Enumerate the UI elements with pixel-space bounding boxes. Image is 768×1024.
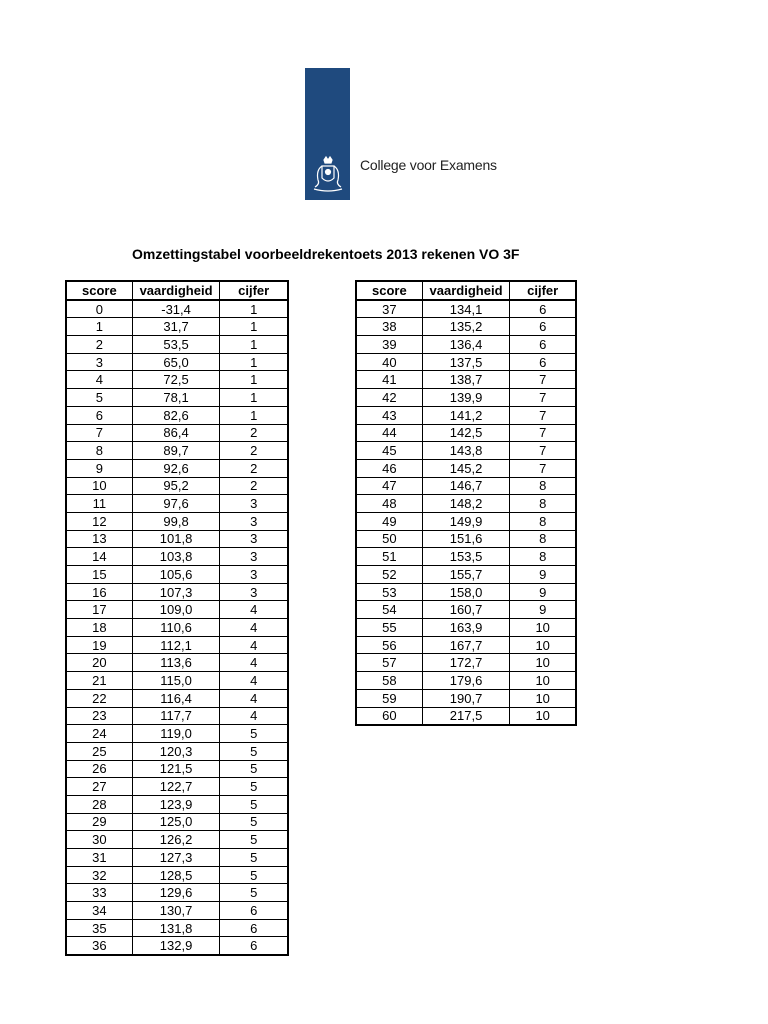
cell-score: 1 [66, 318, 132, 336]
cell-vaardigheid: 123,9 [132, 795, 220, 813]
cell-vaardigheid: 92,6 [132, 459, 220, 477]
page-title: Omzettingstabel voorbeeldrekentoets 2013 rekenen VO 3F [132, 246, 520, 262]
cell-score: 34 [66, 902, 132, 920]
cell-score: 16 [66, 583, 132, 601]
table-header-row [356, 281, 576, 300]
column-header-vaardigheid: vaardigheid [422, 281, 510, 300]
cell-vaardigheid: 163,9 [422, 619, 510, 637]
cell-score: 44 [356, 424, 422, 442]
conversion-table-right [355, 280, 577, 726]
table-row [356, 707, 576, 725]
table-row [66, 406, 288, 424]
cell-vaardigheid: 116,4 [132, 689, 220, 707]
table-row [66, 459, 288, 477]
table-row [66, 619, 288, 637]
cell-vaardigheid: 82,6 [132, 406, 220, 424]
table-row [66, 512, 288, 530]
cell-cijfer: 3 [220, 530, 288, 548]
cell-vaardigheid: 112,1 [132, 636, 220, 654]
cell-score: 22 [66, 689, 132, 707]
cell-score: 41 [356, 371, 422, 389]
logo-bar [305, 68, 350, 200]
cell-cijfer: 5 [220, 778, 288, 796]
cell-vaardigheid: 131,8 [132, 919, 220, 937]
table-row [66, 336, 288, 354]
table-row [66, 689, 288, 707]
cell-cijfer: 1 [220, 371, 288, 389]
cell-score: 30 [66, 831, 132, 849]
table-row [356, 512, 576, 530]
cell-cijfer: 5 [220, 884, 288, 902]
cell-cijfer: 3 [220, 548, 288, 566]
cell-score: 21 [66, 672, 132, 690]
cell-score: 33 [66, 884, 132, 902]
cell-score: 45 [356, 442, 422, 460]
table-row [356, 689, 576, 707]
cell-vaardigheid: 53,5 [132, 336, 220, 354]
cell-cijfer: 5 [220, 725, 288, 743]
cell-cijfer: 3 [220, 566, 288, 584]
cell-vaardigheid: 136,4 [422, 336, 510, 354]
cell-cijfer: 5 [220, 813, 288, 831]
cell-vaardigheid: 155,7 [422, 566, 510, 584]
cell-vaardigheid: 149,9 [422, 512, 510, 530]
cell-vaardigheid: 132,9 [132, 937, 220, 955]
table-row [356, 336, 576, 354]
cell-cijfer: 1 [220, 406, 288, 424]
cell-vaardigheid: 95,2 [132, 477, 220, 495]
table-row [66, 725, 288, 743]
cell-score: 60 [356, 707, 422, 725]
cell-vaardigheid: 130,7 [132, 902, 220, 920]
cell-score: 40 [356, 353, 422, 371]
table-row [66, 371, 288, 389]
cell-cijfer: 4 [220, 601, 288, 619]
cell-vaardigheid: 122,7 [132, 778, 220, 796]
cell-cijfer: 3 [220, 512, 288, 530]
cell-vaardigheid: 120,3 [132, 742, 220, 760]
table-row [356, 424, 576, 442]
cell-cijfer: 4 [220, 636, 288, 654]
cell-cijfer: 1 [220, 318, 288, 336]
cell-vaardigheid: 139,9 [422, 389, 510, 407]
cell-vaardigheid: 158,0 [422, 583, 510, 601]
table-row [356, 566, 576, 584]
cell-vaardigheid: 153,5 [422, 548, 510, 566]
table-row [66, 548, 288, 566]
cell-vaardigheid: 101,8 [132, 530, 220, 548]
cell-vaardigheid: 115,0 [132, 672, 220, 690]
cell-cijfer: 10 [510, 636, 576, 654]
cell-score: 23 [66, 707, 132, 725]
cell-cijfer: 10 [510, 619, 576, 637]
cell-vaardigheid: 145,2 [422, 459, 510, 477]
cell-vaardigheid: 160,7 [422, 601, 510, 619]
table-row [66, 530, 288, 548]
cell-vaardigheid: 190,7 [422, 689, 510, 707]
table-row [356, 459, 576, 477]
cell-cijfer: 4 [220, 689, 288, 707]
column-header-score: score [356, 281, 422, 300]
table-row [356, 619, 576, 637]
cell-score: 11 [66, 495, 132, 513]
cell-cijfer: 4 [220, 619, 288, 637]
column-header-cijfer: cijfer [220, 281, 288, 300]
cell-cijfer: 5 [220, 849, 288, 867]
cell-cijfer: 4 [220, 654, 288, 672]
table-row [66, 672, 288, 690]
cell-score: 5 [66, 389, 132, 407]
cell-score: 17 [66, 601, 132, 619]
cell-vaardigheid: 128,5 [132, 866, 220, 884]
table-row [66, 601, 288, 619]
cell-cijfer: 1 [220, 389, 288, 407]
cell-cijfer: 10 [510, 654, 576, 672]
cell-score: 58 [356, 672, 422, 690]
cell-vaardigheid: 135,2 [422, 318, 510, 336]
cell-cijfer: 9 [510, 566, 576, 584]
cell-cijfer: 6 [510, 318, 576, 336]
table-row [356, 442, 576, 460]
cell-score: 32 [66, 866, 132, 884]
cell-vaardigheid: 72,5 [132, 371, 220, 389]
cell-score: 3 [66, 353, 132, 371]
cell-score: 35 [66, 919, 132, 937]
table-row [356, 548, 576, 566]
cell-vaardigheid: 89,7 [132, 442, 220, 460]
cell-score: 42 [356, 389, 422, 407]
table-row [356, 636, 576, 654]
cell-score: 31 [66, 849, 132, 867]
cell-score: 2 [66, 336, 132, 354]
table-row [66, 353, 288, 371]
table-row [356, 495, 576, 513]
cell-cijfer: 5 [220, 866, 288, 884]
table-row [66, 636, 288, 654]
table-row [356, 371, 576, 389]
cell-vaardigheid: 129,6 [132, 884, 220, 902]
cell-score: 8 [66, 442, 132, 460]
table-row [66, 707, 288, 725]
table-row [66, 442, 288, 460]
cell-vaardigheid: 119,0 [132, 725, 220, 743]
cell-cijfer: 5 [220, 742, 288, 760]
cell-vaardigheid: 125,0 [132, 813, 220, 831]
cell-cijfer: 1 [220, 353, 288, 371]
table-row [66, 424, 288, 442]
table-header-row [66, 281, 288, 300]
cell-cijfer: 9 [510, 583, 576, 601]
cell-cijfer: 7 [510, 459, 576, 477]
cell-cijfer: 6 [220, 937, 288, 955]
cell-cijfer: 8 [510, 548, 576, 566]
column-header-vaardigheid: vaardigheid [132, 281, 220, 300]
conversion-table-left [65, 280, 289, 956]
cell-vaardigheid: 105,6 [132, 566, 220, 584]
cell-score: 51 [356, 548, 422, 566]
cell-score: 39 [356, 336, 422, 354]
cell-vaardigheid: 126,2 [132, 831, 220, 849]
cell-score: 53 [356, 583, 422, 601]
cell-cijfer: 5 [220, 795, 288, 813]
table-row [66, 654, 288, 672]
cell-score: 48 [356, 495, 422, 513]
cell-score: 37 [356, 300, 422, 318]
cell-score: 26 [66, 760, 132, 778]
cell-cijfer: 5 [220, 831, 288, 849]
cell-vaardigheid: 86,4 [132, 424, 220, 442]
organization-name: College voor Examens [360, 157, 497, 173]
cell-cijfer: 8 [510, 477, 576, 495]
cell-cijfer: 9 [510, 601, 576, 619]
cell-cijfer: 7 [510, 424, 576, 442]
cell-vaardigheid: 107,3 [132, 583, 220, 601]
cell-cijfer: 6 [220, 919, 288, 937]
cell-cijfer: 5 [220, 760, 288, 778]
cell-score: 4 [66, 371, 132, 389]
cell-cijfer: 8 [510, 495, 576, 513]
cell-score: 18 [66, 619, 132, 637]
cell-vaardigheid: 217,5 [422, 707, 510, 725]
cell-score: 12 [66, 512, 132, 530]
table-row [66, 760, 288, 778]
cell-cijfer: 2 [220, 424, 288, 442]
cell-score: 9 [66, 459, 132, 477]
cell-cijfer: 7 [510, 442, 576, 460]
cell-vaardigheid: 31,7 [132, 318, 220, 336]
table-row [66, 778, 288, 796]
cell-cijfer: 4 [220, 672, 288, 690]
cell-cijfer: 10 [510, 689, 576, 707]
table-row [356, 318, 576, 336]
cell-cijfer: 2 [220, 442, 288, 460]
cell-vaardigheid: 97,6 [132, 495, 220, 513]
cell-vaardigheid: 117,7 [132, 707, 220, 725]
cell-score: 15 [66, 566, 132, 584]
cell-vaardigheid: 65,0 [132, 353, 220, 371]
royal-crest-icon [309, 154, 347, 194]
cell-cijfer: 4 [220, 707, 288, 725]
cell-vaardigheid: 113,6 [132, 654, 220, 672]
table-row [356, 530, 576, 548]
table-row [66, 495, 288, 513]
table-row [66, 849, 288, 867]
table-row [66, 566, 288, 584]
cell-score: 19 [66, 636, 132, 654]
cell-score: 27 [66, 778, 132, 796]
cell-score: 0 [66, 300, 132, 318]
cell-cijfer: 1 [220, 300, 288, 318]
cell-cijfer: 8 [510, 530, 576, 548]
cell-vaardigheid: 78,1 [132, 389, 220, 407]
table-row [66, 813, 288, 831]
cell-vaardigheid: 99,8 [132, 512, 220, 530]
cell-score: 7 [66, 424, 132, 442]
cell-vaardigheid: 137,5 [422, 353, 510, 371]
table-row [66, 477, 288, 495]
table-row [66, 831, 288, 849]
cell-cijfer: 10 [510, 707, 576, 725]
column-header-cijfer: cijfer [510, 281, 576, 300]
cell-score: 50 [356, 530, 422, 548]
table-row [66, 866, 288, 884]
table-row [66, 583, 288, 601]
cell-vaardigheid: 148,2 [422, 495, 510, 513]
table-row [356, 672, 576, 690]
table-row [66, 919, 288, 937]
table-row [356, 300, 576, 318]
table-row [66, 795, 288, 813]
table-row [356, 353, 576, 371]
cell-cijfer: 6 [510, 336, 576, 354]
cell-score: 38 [356, 318, 422, 336]
cell-vaardigheid: 127,3 [132, 849, 220, 867]
cell-cijfer: 7 [510, 389, 576, 407]
cell-score: 54 [356, 601, 422, 619]
cell-cijfer: 2 [220, 459, 288, 477]
table-row [356, 477, 576, 495]
cell-score: 24 [66, 725, 132, 743]
cell-score: 55 [356, 619, 422, 637]
table-row [356, 583, 576, 601]
cell-score: 57 [356, 654, 422, 672]
column-header-score: score [66, 281, 132, 300]
cell-cijfer: 6 [510, 353, 576, 371]
table-row [66, 937, 288, 955]
cell-vaardigheid: 167,7 [422, 636, 510, 654]
table-row [356, 654, 576, 672]
cell-cijfer: 1 [220, 336, 288, 354]
cell-vaardigheid: -31,4 [132, 300, 220, 318]
cell-score: 6 [66, 406, 132, 424]
cell-vaardigheid: 103,8 [132, 548, 220, 566]
cell-score: 56 [356, 636, 422, 654]
cell-score: 43 [356, 406, 422, 424]
table-row [66, 300, 288, 318]
table-row [356, 389, 576, 407]
cell-score: 36 [66, 937, 132, 955]
cell-score: 25 [66, 742, 132, 760]
cell-cijfer: 3 [220, 495, 288, 513]
cell-score: 46 [356, 459, 422, 477]
cell-cijfer: 6 [220, 902, 288, 920]
cell-vaardigheid: 121,5 [132, 760, 220, 778]
cell-score: 59 [356, 689, 422, 707]
table-row [66, 902, 288, 920]
cell-cijfer: 3 [220, 583, 288, 601]
cell-score: 49 [356, 512, 422, 530]
table-row [66, 742, 288, 760]
table-row [356, 406, 576, 424]
cell-cijfer: 2 [220, 477, 288, 495]
cell-score: 14 [66, 548, 132, 566]
cell-vaardigheid: 172,7 [422, 654, 510, 672]
cell-cijfer: 10 [510, 672, 576, 690]
cell-score: 13 [66, 530, 132, 548]
cell-vaardigheid: 134,1 [422, 300, 510, 318]
cell-vaardigheid: 138,7 [422, 371, 510, 389]
cell-cijfer: 7 [510, 371, 576, 389]
table-row [66, 389, 288, 407]
cell-vaardigheid: 141,2 [422, 406, 510, 424]
table-row [66, 318, 288, 336]
table-row [356, 601, 576, 619]
cell-score: 52 [356, 566, 422, 584]
cell-score: 29 [66, 813, 132, 831]
table-row [66, 884, 288, 902]
cell-cijfer: 8 [510, 512, 576, 530]
cell-cijfer: 6 [510, 300, 576, 318]
cell-score: 10 [66, 477, 132, 495]
cell-vaardigheid: 110,6 [132, 619, 220, 637]
cell-vaardigheid: 179,6 [422, 672, 510, 690]
cell-vaardigheid: 142,5 [422, 424, 510, 442]
cell-vaardigheid: 151,6 [422, 530, 510, 548]
cell-vaardigheid: 109,0 [132, 601, 220, 619]
cell-score: 47 [356, 477, 422, 495]
cell-score: 28 [66, 795, 132, 813]
cell-score: 20 [66, 654, 132, 672]
cell-cijfer: 7 [510, 406, 576, 424]
cell-vaardigheid: 143,8 [422, 442, 510, 460]
cell-vaardigheid: 146,7 [422, 477, 510, 495]
